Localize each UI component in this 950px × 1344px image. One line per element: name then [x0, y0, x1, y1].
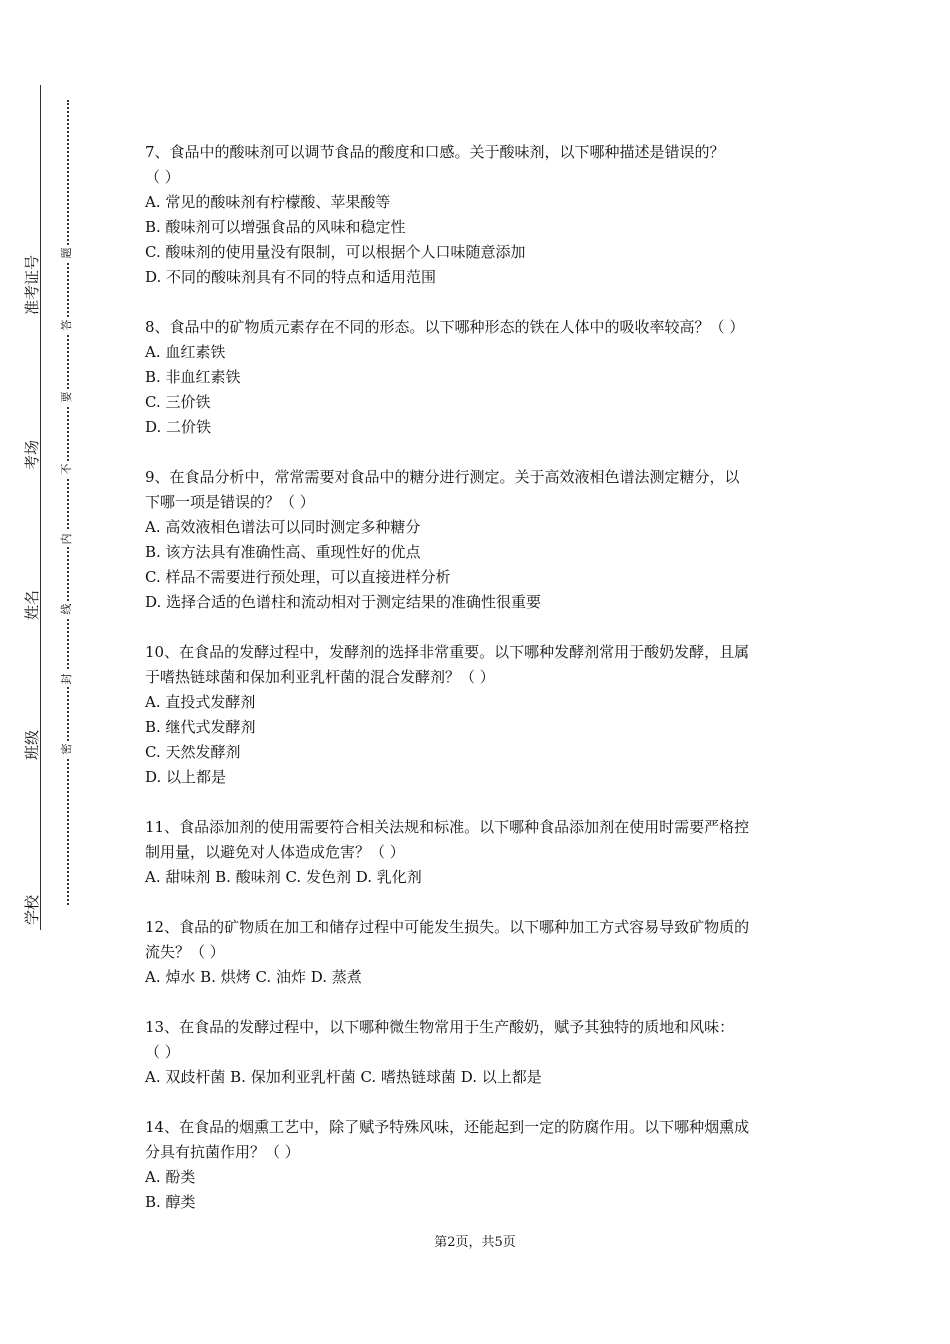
seal-char: 答: [60, 317, 74, 333]
question-stem-continued: 制用量，以避免对人体造成危害？（ ）: [145, 843, 405, 861]
binding-line: [40, 85, 41, 930]
option-d: D. 不同的酸味剂具有不同的特点和适用范围: [145, 268, 437, 286]
question-stem-continued: 于嗜热链球菌和保加利亚乳杆菌的混合发酵剂？（ ）: [145, 668, 495, 686]
seal-char: 不: [60, 461, 74, 477]
exam-room-label: 考场: [23, 440, 41, 471]
question-stem-continued: （ ）: [145, 168, 180, 186]
seal-char: 题: [60, 245, 74, 261]
option-a: A. 酚类: [145, 1168, 196, 1186]
option-a: A. 血红素铁: [145, 343, 226, 361]
question-stem: 9、在食品分析中，常常需要对食品中的糖分进行测定。关于高效液相色谱法测定糖分，以: [145, 468, 740, 486]
question-stem: 8、食品中的矿物质元素存在不同的形态。以下哪种形态的铁在人体中的吸收率较高？（ ）: [145, 318, 745, 336]
option-c: C. 三价铁: [145, 393, 211, 411]
question-stem-continued: 流失？（ ）: [145, 943, 225, 961]
seal-dotted-line: [67, 100, 69, 905]
option-b: B. 该方法具有准确性高、重现性好的优点: [145, 543, 421, 561]
exam-number-label: 准考证号: [23, 255, 41, 316]
option-d: D. 以上都是: [145, 768, 227, 786]
question-stem-continued: 下哪一项是错误的？（ ）: [145, 493, 315, 511]
option-c: C. 样品不需要进行预处理，可以直接进样分析: [145, 568, 451, 586]
option-a: A. 常见的酸味剂有柠檬酸、苹果酸等: [145, 193, 391, 211]
question-stem: 7、食品中的酸味剂可以调节食品的酸度和口感。关于酸味剂，以下哪种描述是错误的？: [145, 143, 725, 161]
question-list: [145, 140, 815, 1240]
question-10: [145, 640, 815, 790]
question-14: [145, 1115, 815, 1215]
name-label: 姓名: [23, 590, 41, 621]
question-stem: 13、在食品的发酵过程中，以下哪种微生物常用于生产酸奶，赋予其独特的质地和风味：: [145, 1018, 735, 1036]
question-13: [145, 1015, 815, 1090]
option-b: B. 继代式发酵剂: [145, 718, 256, 736]
option-c: C. 酸味剂的使用量没有限制，可以根据个人口味随意添加: [145, 243, 526, 261]
binding-margin: [0, 0, 110, 1344]
question-8: [145, 315, 815, 440]
option-b: B. 非血红素铁: [145, 368, 241, 386]
options-inline: A. 甜味剂 B. 酸味剂 C. 发色剂 D. 乳化剂: [145, 868, 422, 886]
question-stem-continued: 分具有抗菌作用？（ ）: [145, 1143, 300, 1161]
class-label: 班级: [23, 730, 41, 761]
seal-char: 线: [60, 601, 74, 617]
school-label: 学校: [23, 895, 41, 926]
question-stem: 14、在食品的烟熏工艺中，除了赋予特殊风味，还能起到一定的防腐作用。以下哪种烟熏成: [145, 1118, 750, 1136]
options-inline: A. 焯水 B. 烘烤 C. 油炸 D. 蒸煮: [145, 968, 362, 986]
option-a: A. 直投式发酵剂: [145, 693, 256, 711]
options-inline: A. 双歧杆菌 B. 保加利亚乳杆菌 C. 嗜热链球菌 D. 以上都是: [145, 1068, 542, 1086]
option-b: B. 酸味剂可以增强食品的风味和稳定性: [145, 218, 406, 236]
question-stem-continued: （ ）: [145, 1043, 180, 1061]
question-stem: 10、在食品的发酵过程中，发酵剂的选择非常重要。以下哪种发酵剂常用于酸奶发酵，且属: [145, 643, 750, 661]
question-12: [145, 915, 815, 990]
option-a: A. 高效液相色谱法可以同时测定多种糖分: [145, 518, 421, 536]
option-d: D. 选择合适的色谱柱和流动相对于测定结果的准确性很重要: [145, 593, 542, 611]
option-b: B. 醇类: [145, 1193, 196, 1211]
option-d: D. 二价铁: [145, 418, 212, 436]
question-stem: 12、食品的矿物质在加工和储存过程中可能发生损失。以下哪种加工方式容易导致矿物质的: [145, 918, 750, 936]
seal-char: 要: [60, 389, 74, 405]
question-9: [145, 465, 815, 615]
question-7: [145, 140, 815, 290]
option-c: C. 天然发酵剂: [145, 743, 241, 761]
page-number: 第2页，共5页: [434, 1235, 516, 1250]
seal-char: 内: [60, 531, 74, 547]
question-stem: 11、食品添加剂的使用需要符合相关法规和标准。以下哪种食品添加剂在使用时需要严格控: [145, 818, 750, 836]
question-11: [145, 815, 815, 890]
seal-char: 密: [60, 741, 74, 757]
seal-char: 封: [60, 671, 74, 687]
